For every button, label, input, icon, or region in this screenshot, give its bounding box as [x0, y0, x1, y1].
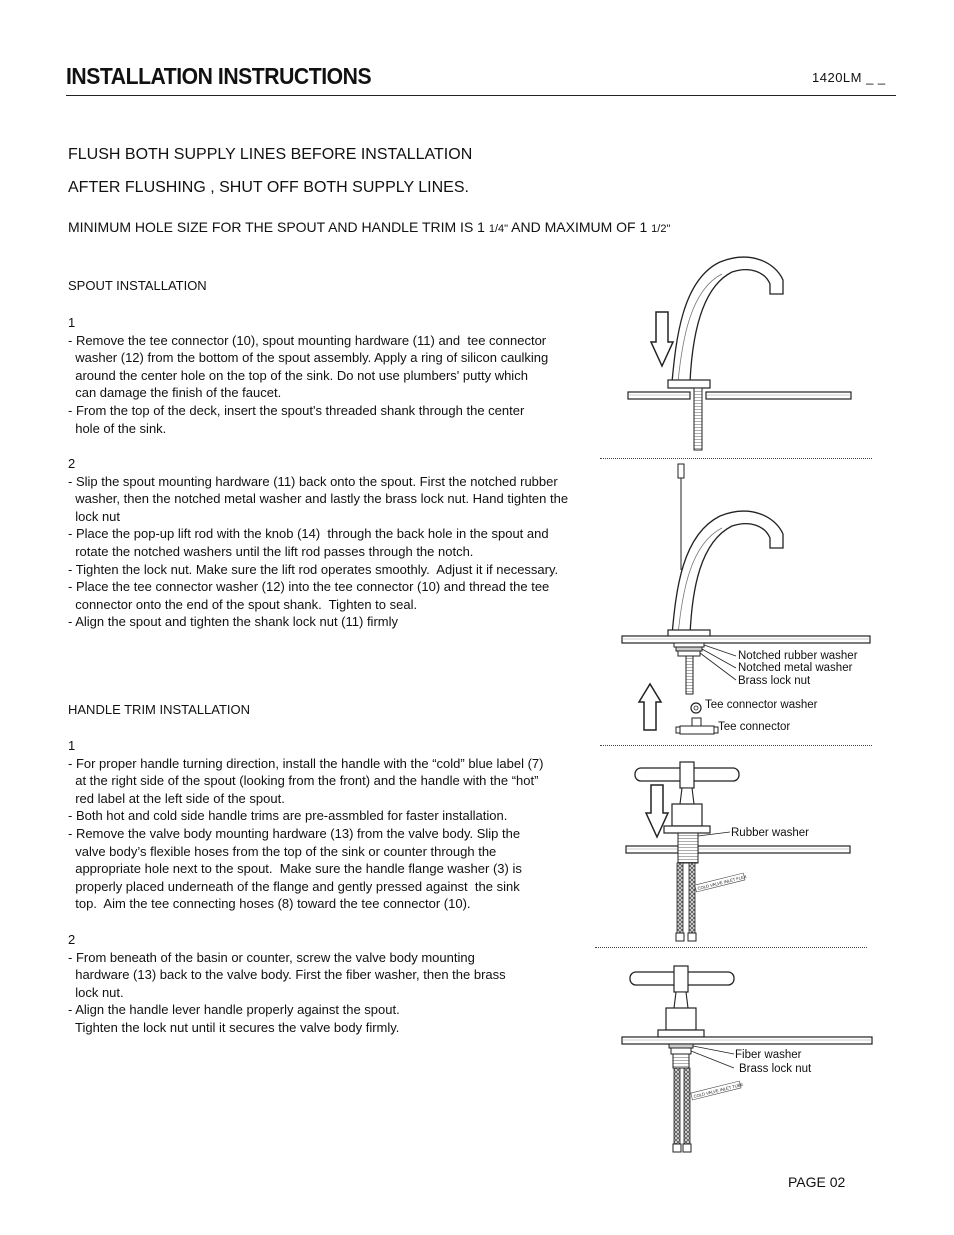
step-number: 2	[68, 456, 76, 471]
step-number: 2	[68, 932, 76, 947]
label-fiber-washer: Fiber washer	[735, 1049, 802, 1061]
hole-size-note	[68, 219, 670, 235]
hole-size-fraction-b: 1/2"	[651, 223, 671, 235]
instruction-line: at the right side of the spout (looking from the front) and the handle with the “hot”	[68, 773, 539, 789]
instruction-line: properly placed underneath of the flange and gently pressed against the sink	[68, 878, 520, 894]
instruction-line: valve body’s flexible hoses from the top of the sink or counter through the	[68, 843, 497, 859]
instruction-line: - From the top of the deck, insert the spout's threaded shank through the center	[68, 402, 525, 418]
instruction-line: - Remove the tee connector (10), spout mounting hardware (11) and tee connector	[68, 332, 547, 348]
page-title: INSTALLATION INSTRUCTIONS	[66, 63, 372, 89]
instruction-line: - Align the spout and tighten the shank lock nut (11) firmly	[68, 614, 398, 630]
instruction-line: lock nut.	[68, 984, 124, 1000]
step-number: 1	[68, 738, 76, 753]
handle-step-1	[68, 737, 543, 913]
instruction-line: hole of the sink.	[68, 420, 167, 436]
handle-insert-figure	[626, 762, 850, 941]
label-notched-metal-washer: Notched metal washer	[738, 662, 853, 674]
label-tee-connector: Tee connector	[718, 721, 791, 733]
label-brass-lock-nut: Brass lock nut	[739, 1063, 812, 1075]
label-notched-rubber-washer: Notched rubber washer	[738, 650, 858, 662]
instruction-line: - Place the pop-up lift rod with the knob (14) through the back hole in the spout and	[68, 526, 549, 542]
model-number: 1420LM _ _	[812, 70, 886, 85]
spout-section-title: SPOUT INSTALLATION	[68, 278, 207, 293]
hole-size-text-b: AND MAXIMUM OF 1	[508, 219, 652, 235]
page-number: PAGE 02	[788, 1174, 846, 1190]
instruction-line: hardware (13) back to the valve body. First the fiber washer, then the brass	[68, 967, 506, 983]
label-tee-connector-washer: Tee connector washer	[705, 699, 818, 711]
instruction-line: - Slip the spout mounting hardware (11) back onto the spout. First the notched rubber	[68, 473, 558, 489]
instruction-line: - Align the handle lever handle properly against the spout.	[68, 1002, 400, 1018]
spout-step-1	[68, 314, 548, 437]
label-rubber-washer: Rubber washer	[731, 827, 809, 839]
instruction-line: appropriate hole next to the spout. Make sure the handle flange washer (3) is	[68, 861, 522, 877]
instruction-line: washer, then the notched metal washer and lastly the brass lock nut. Hand tighten the	[68, 491, 569, 507]
instruction-line: washer (12) from the bottom of the spout assembly. Apply a ring of silicon caulking	[68, 350, 549, 366]
instruction-line: connector onto the end of the spout shank. Tighten to seal.	[68, 596, 418, 612]
instruction-line: red label at the left side of the spout.	[68, 790, 285, 806]
flush-instruction: FLUSH BOTH SUPPLY LINES BEFORE INSTALLATION	[68, 146, 473, 163]
instruction-line: - Both hot and cold side handle trims are pre-assmbled for faster installation.	[68, 808, 508, 824]
instruction-line: - Remove the valve body mounting hardware (13) from the valve body. Slip the	[68, 825, 521, 841]
instruction-line: can damage the finish of the faucet.	[68, 385, 282, 401]
installation-figures	[590, 250, 890, 1170]
instruction-line: - For proper handle turning direction, install the handle with the “cold” blue label (7)	[68, 755, 544, 771]
spout-hardware-figure	[622, 464, 870, 734]
instruction-line: - From beneath of the basin or counter, screw the valve body mounting	[68, 949, 475, 965]
hole-size-text-a: MINIMUM HOLE SIZE FOR THE SPOUT AND HANDLE TRIM IS 1	[68, 219, 489, 235]
handle-section-title: HANDLE TRIM INSTALLATION	[68, 702, 251, 717]
instruction-line: rotate the notched washers until the lift rod passes through the notch.	[68, 543, 474, 559]
instruction-line: lock nut	[68, 508, 121, 524]
spout-insert-figure	[628, 257, 851, 450]
spout-step-2	[68, 455, 568, 631]
down-arrow-icon	[651, 312, 673, 366]
instruction-line: Tighten the lock nut until it secures the valve body firmly.	[68, 1019, 400, 1035]
shutoff-instruction: AFTER FLUSHING , SHUT OFF BOTH SUPPLY LINES.	[68, 179, 469, 196]
instruction-line: - Place the tee connector washer (12) into the tee connector (10) and thread the tee	[68, 579, 550, 595]
hole-size-fraction-a: 1/4"	[488, 223, 509, 235]
hose-label: COLD VALVE INLET TUBE	[693, 1081, 744, 1099]
instruction-line: top. Aim the tee connecting hoses (8) toward the tee connector (10).	[68, 896, 471, 912]
hose-label: COLD VALVE INLET FLEX	[697, 873, 748, 891]
up-arrow-icon	[639, 684, 661, 730]
step-number: 1	[68, 315, 76, 330]
instruction-line: - Tighten the lock nut. Make sure the lift rod operates smoothly. Adjust it if necessary.	[68, 561, 559, 577]
instruction-line: around the center hole on the top of the sink. Do not use plumbers' putty which	[68, 367, 528, 383]
label-brass-lock-nut: Brass lock nut	[738, 675, 811, 687]
handle-step-2	[68, 931, 506, 1037]
header-rule	[66, 95, 896, 96]
